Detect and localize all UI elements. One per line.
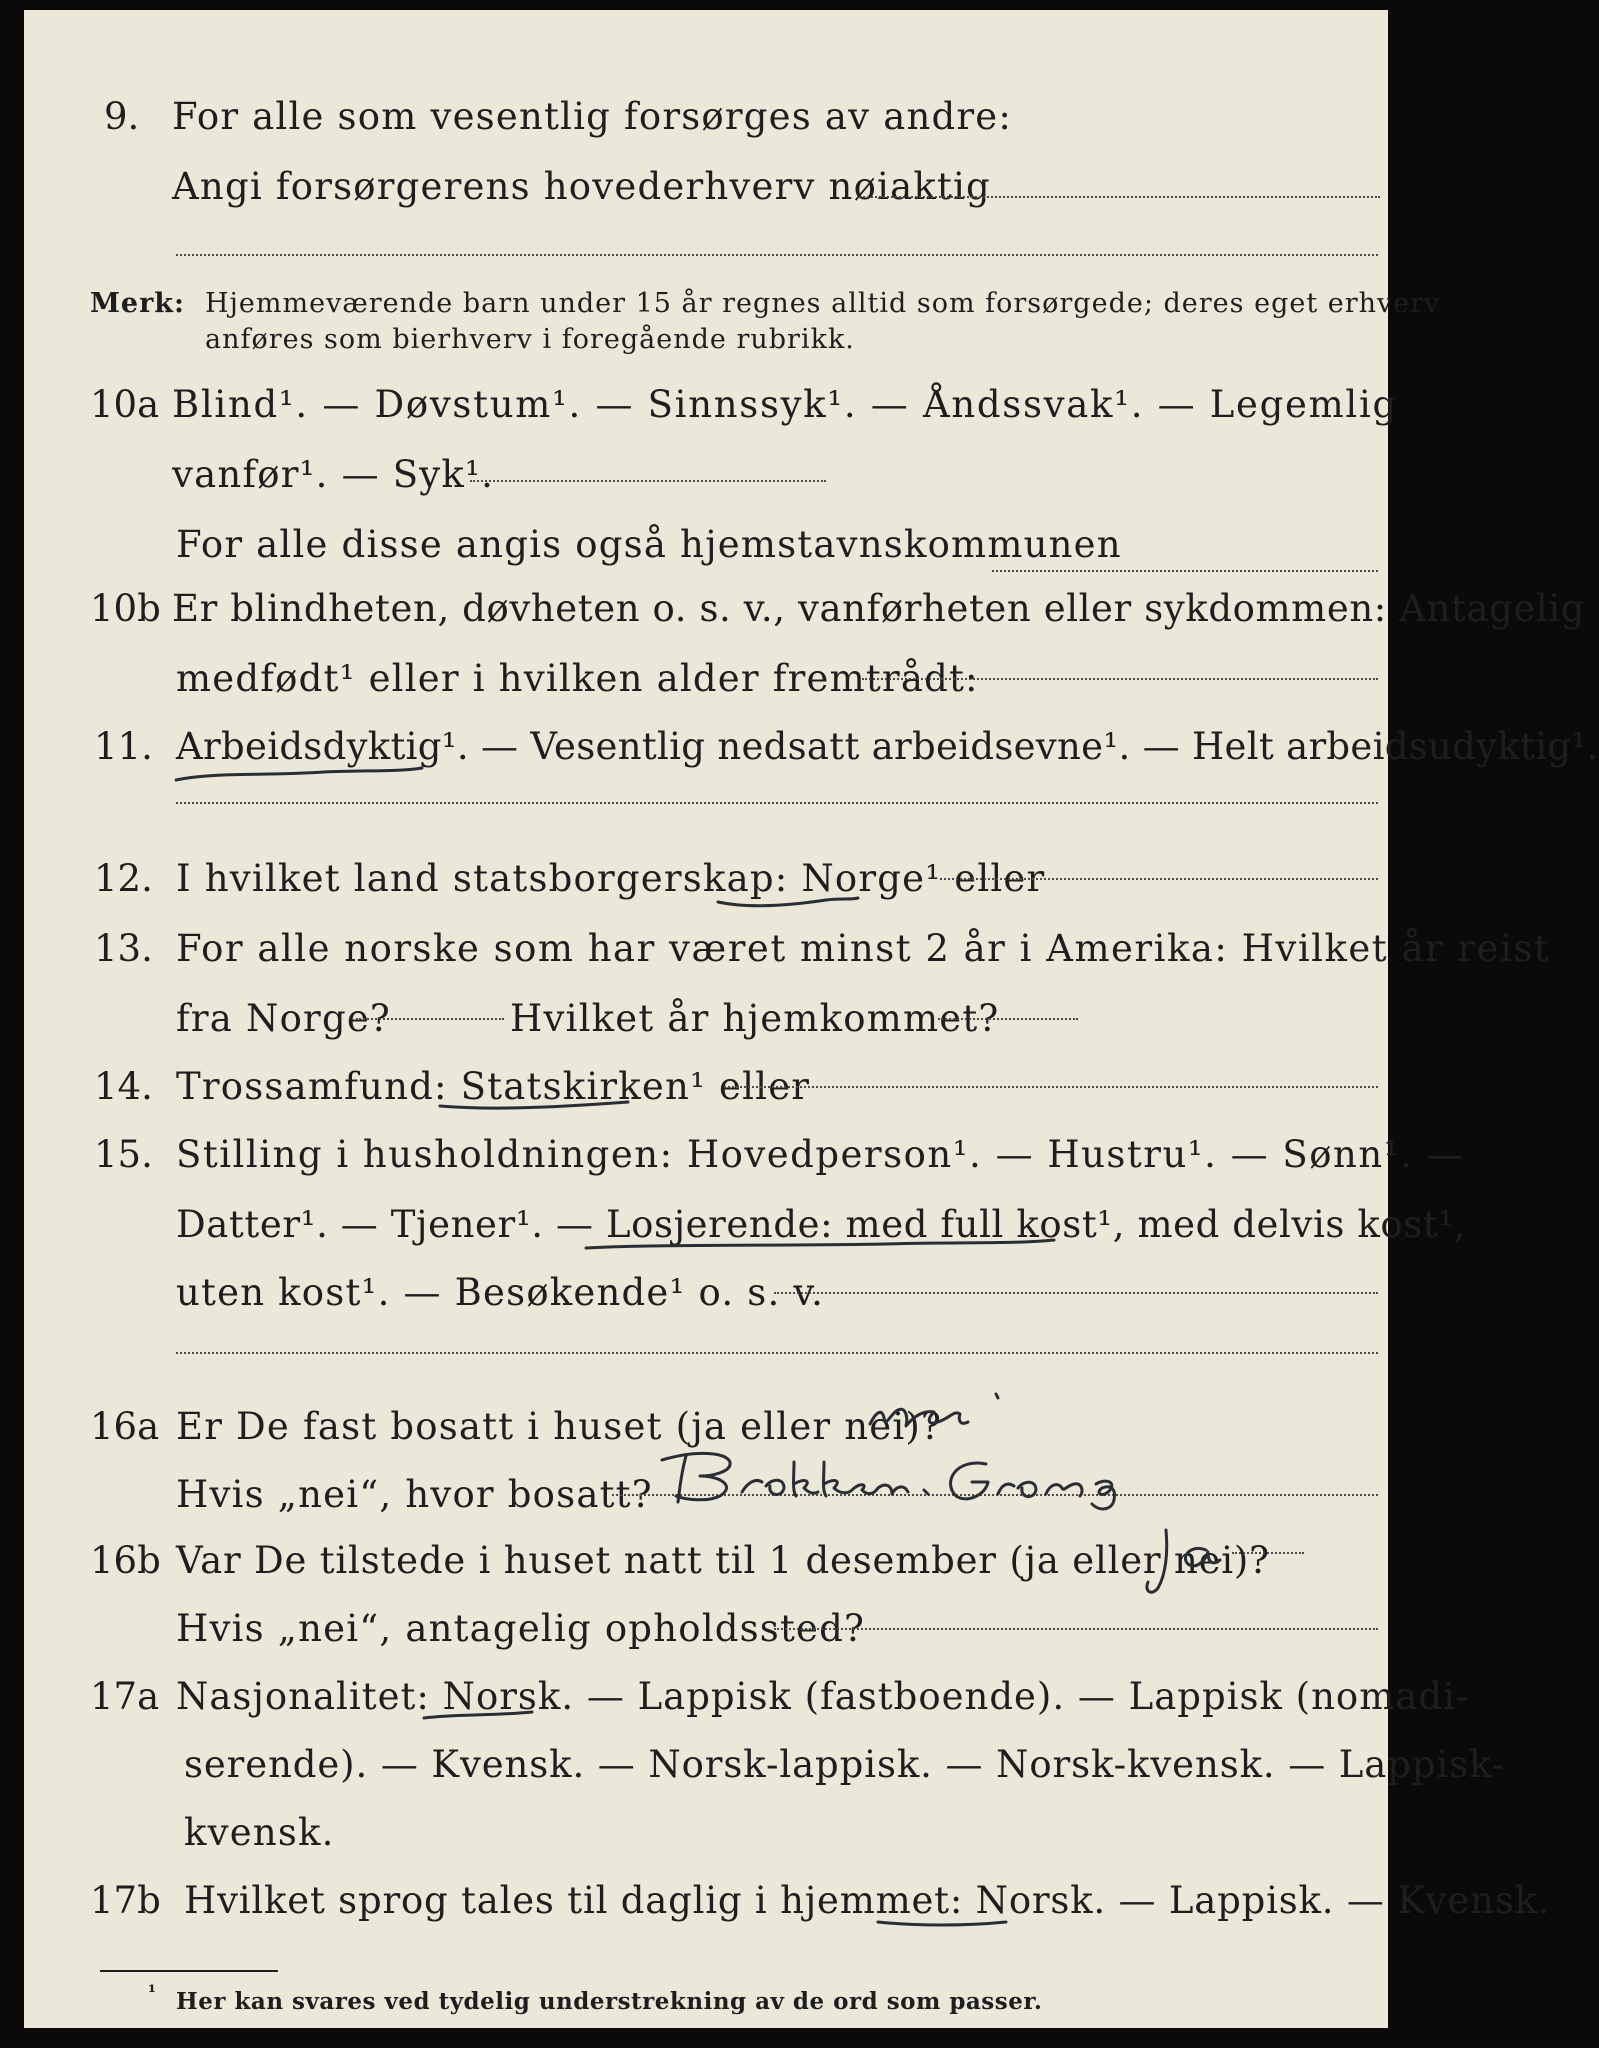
q11-answer-line [176, 802, 1378, 804]
q10a-hjemstavn-prompt: For alle disse angis også hjemstavnskommunen [176, 523, 1122, 566]
footnote-rule [100, 1970, 278, 1972]
q17a-question: Nasjonalitet: Norsk. — Lappisk (fastboende). — Lappisk (nomadi- [176, 1675, 1470, 1718]
q10b-question-cont: medfødt¹ eller i hvilken alder fremtrådt: [176, 657, 979, 700]
q15-answer-line-2 [176, 1352, 1378, 1354]
q14-number: 14. [94, 1065, 153, 1108]
q15-options: Datter¹. — Tjener¹. — Losjerende: med full kost¹, med delvis kost¹, [176, 1203, 1467, 1246]
q9-prompt: Angi forsørgerens hovederhverv nøiaktig [172, 165, 991, 208]
merk-note-line1: Hjemmeværende barn under 15 år regnes alltid som forsørgede; deres eget erhverv [205, 288, 1441, 319]
q17a-number: 17a [90, 1675, 160, 1718]
q16b-handwritten-answer [1136, 1522, 1246, 1602]
q15-options-cont: uten kost¹. — Besøkende¹ o. s. v. [176, 1271, 825, 1314]
q11-number: 11. [94, 725, 153, 768]
q13-question: For alle norske som har været minst 2 år i Amerika: Hvilket år reist [176, 927, 1551, 970]
q16a-where-prompt: Hvis „nei“, hvor bosatt? [176, 1473, 653, 1516]
q17b-number: 17b [90, 1879, 161, 1922]
footnote-text: Her kan svares ved tydelig understrekning av de ord som passer. [176, 1988, 1043, 2015]
q10a-options-cont: vanfør¹. — Syk¹. [172, 453, 495, 496]
q16a-question: Er De fast bosatt i huset (ja eller nei)? [176, 1405, 943, 1448]
q9-answer-line [860, 196, 1380, 198]
q14-question: Trossamfund: Statskirken¹ eller [176, 1065, 811, 1108]
q10a-number: 10a [90, 383, 160, 426]
q12-handwritten-underline [716, 888, 866, 912]
q9-question: For alle som vesentlig forsørges av andre: [172, 95, 1013, 138]
q16b-where-line [774, 1628, 1378, 1630]
q13-hjemkommet-prompt: Hvilket år hjemkommet? [510, 997, 1000, 1040]
merk-note-line2: anføres som bierhverv i foregående rubrikk. [205, 324, 855, 355]
q16b-answer-line [1232, 1552, 1304, 1554]
q17a-options-cont: serende). — Kvensk. — Norsk-lappisk. — Norsk-kvensk. — Lappisk- [184, 1743, 1506, 1786]
footnote-mark: ¹ [148, 1982, 157, 2003]
q16b-question: Var De tilstede i huset natt til 1 desember (ja eller nei)? [176, 1539, 1270, 1582]
q15-answer-line [774, 1292, 1378, 1294]
q17a-options-end: kvensk. [184, 1811, 335, 1854]
q9-answer-line-2 [176, 254, 1378, 256]
q12-number: 12. [94, 857, 153, 900]
q11-options: Arbeidsdyktig¹. — Vesentlig nedsatt arbeidsevne¹. — Helt arbeidsudyktig¹. [176, 725, 1599, 768]
q10b-question: Er blindheten, døvheten o. s. v., vanførheten eller sykdommen: Antagelig [172, 587, 1586, 630]
q14-answer-line [724, 1086, 1378, 1088]
q13-hjemkommet-line [938, 1018, 1078, 1020]
q11-handwritten-underline [174, 758, 434, 788]
q16a-handwritten-answer [864, 1388, 1014, 1444]
q13-number: 13. [94, 927, 153, 970]
q17b-question: Hvilket sprog tales til daglig i hjemmet: Norsk. — Lappisk. — Kvensk. [184, 1879, 1551, 1922]
census-form-page [24, 10, 1599, 2028]
q14-handwritten-underline [438, 1096, 638, 1116]
q15-number: 15. [94, 1133, 153, 1176]
q13-reist-line [356, 1018, 504, 1020]
q12-question: I hvilket land statsborgerskap: Norge¹ eller [176, 857, 1046, 900]
q13-reist-prompt: fra Norge? [176, 997, 391, 1040]
q15-handwritten-underline [584, 1232, 1064, 1260]
q12-answer-line [940, 878, 1378, 880]
q16a-number: 16a [90, 1405, 160, 1448]
q17b-handwritten-underline [876, 1914, 1016, 1934]
q17a-handwritten-underline [422, 1706, 542, 1726]
q16b-where-prompt: Hvis „nei“, antagelig opholdssted? [176, 1607, 866, 1650]
q10a-hjemstavn-line [992, 570, 1378, 572]
q10a-answer-line [470, 480, 826, 482]
q16b-number: 16b [90, 1539, 161, 1582]
q10b-answer-line [862, 678, 1378, 680]
q15-question: Stilling i husholdningen: Hovedperson¹. — Hustru¹. — Sønn¹. — [176, 1133, 1466, 1176]
q10b-number: 10b [90, 587, 161, 630]
q9-number: 9. [104, 95, 140, 138]
q10a-options: Blind¹. — Døvstum¹. — Sinnssyk¹. — Åndssvak¹. — Legemlig [172, 383, 1398, 426]
q16a-handwritten-residence [656, 1442, 1256, 1514]
merk-label: Merk: [90, 288, 185, 319]
